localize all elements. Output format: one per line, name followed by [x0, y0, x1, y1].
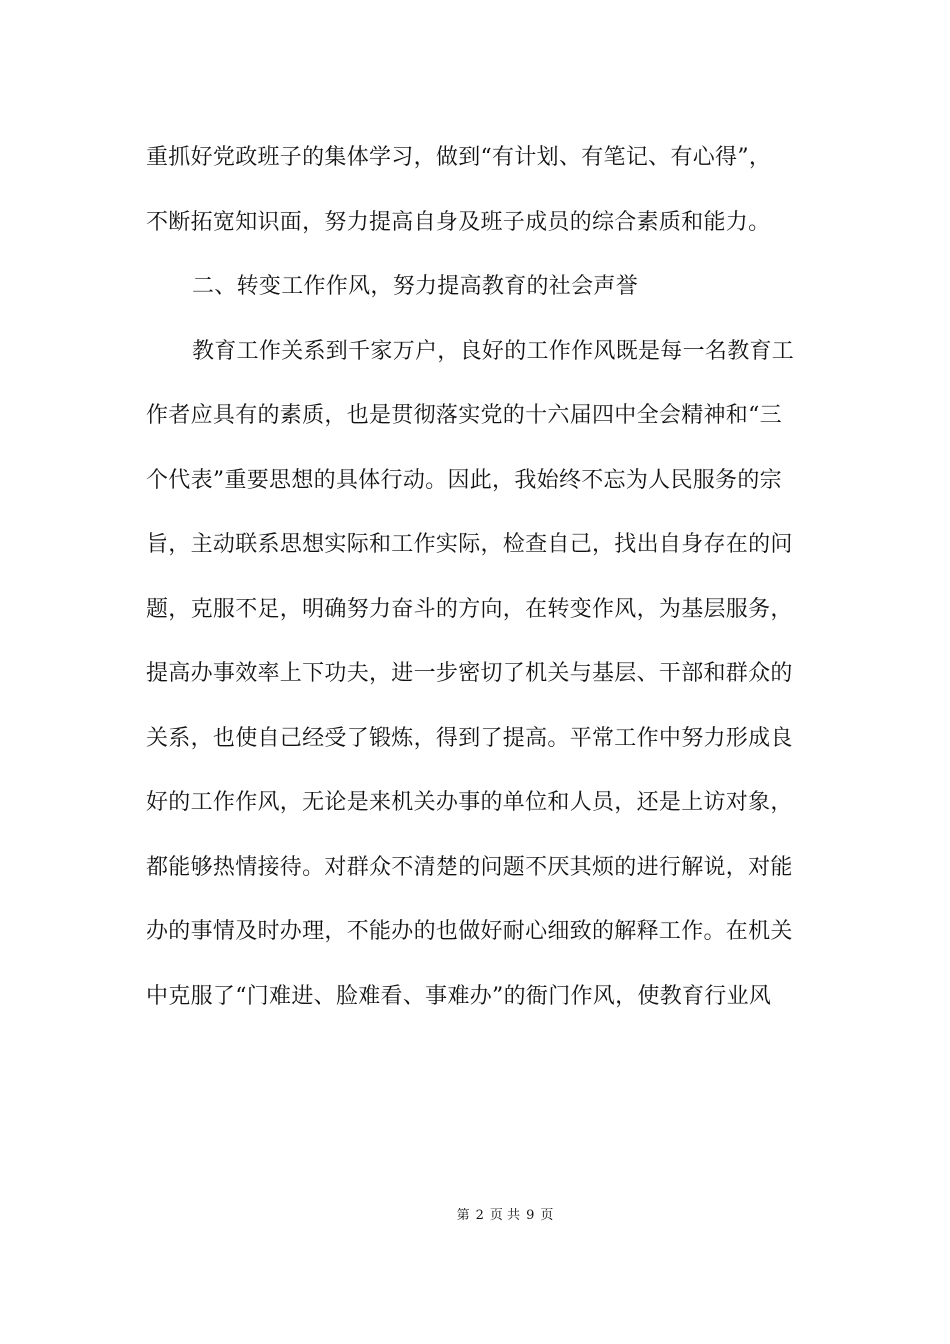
section-heading: 二、转变工作作风，努力提高教育的社会声誉 [192, 274, 639, 299]
body-line: 重抓好党政班子的集体学习，做到“有计划、有笔记、有心得”， [146, 145, 772, 170]
body-line: 题，克服不足，明确努力奋斗的方向，在转变作风，为基层服务， [146, 596, 793, 622]
footer-page-number: 2 [475, 1208, 484, 1223]
page-footer [0, 1206, 950, 1226]
footer-suffix: 页 [540, 1208, 554, 1223]
body-line: 旨，主动联系思想实际和工作实际，检查自己，找出自身存在的问 [146, 532, 793, 557]
body-line: 不断拓宽知识面，努力提高自身及班子成员的综合素质和能力。 [146, 209, 771, 235]
body-line: 提高办事效率上下功夫，进一步密切了机关与基层、干部和群众的 [146, 661, 793, 686]
body-line: 个代表”重要思想的具体行动。因此，我始终不忘为人民服务的宗 [146, 467, 782, 493]
document-body [146, 132, 806, 1035]
body-line: 好的工作作风，无论是来机关办事的单位和人员，还是上访对象， [146, 790, 793, 815]
body-line: 教育工作关系到千家万户，良好的工作作风既是每一名教育工 [192, 338, 795, 364]
body-line: 中克服了“门难进、脸难看、事难办”的衙门作风，使教育行业风 [146, 983, 772, 1009]
body-line: 关系，也使自己经受了锻炼，得到了提高。平常工作中努力形成良 [146, 725, 793, 751]
body-line: 作者应具有的素质，也是贯彻落实党的十六届四中全会精神和“三 [146, 403, 782, 428]
body-line: 办的事情及时办理，不能办的也做好耐心细致的解释工作。在机关 [146, 919, 793, 944]
footer-prefix: 第 [456, 1208, 470, 1223]
footer-middle: 页 共 [489, 1208, 521, 1223]
body-line: 都能够热情接待。对群众不清楚的问题不厌其烦的进行解说，对能 [146, 854, 793, 880]
footer-total-pages: 9 [526, 1208, 535, 1223]
